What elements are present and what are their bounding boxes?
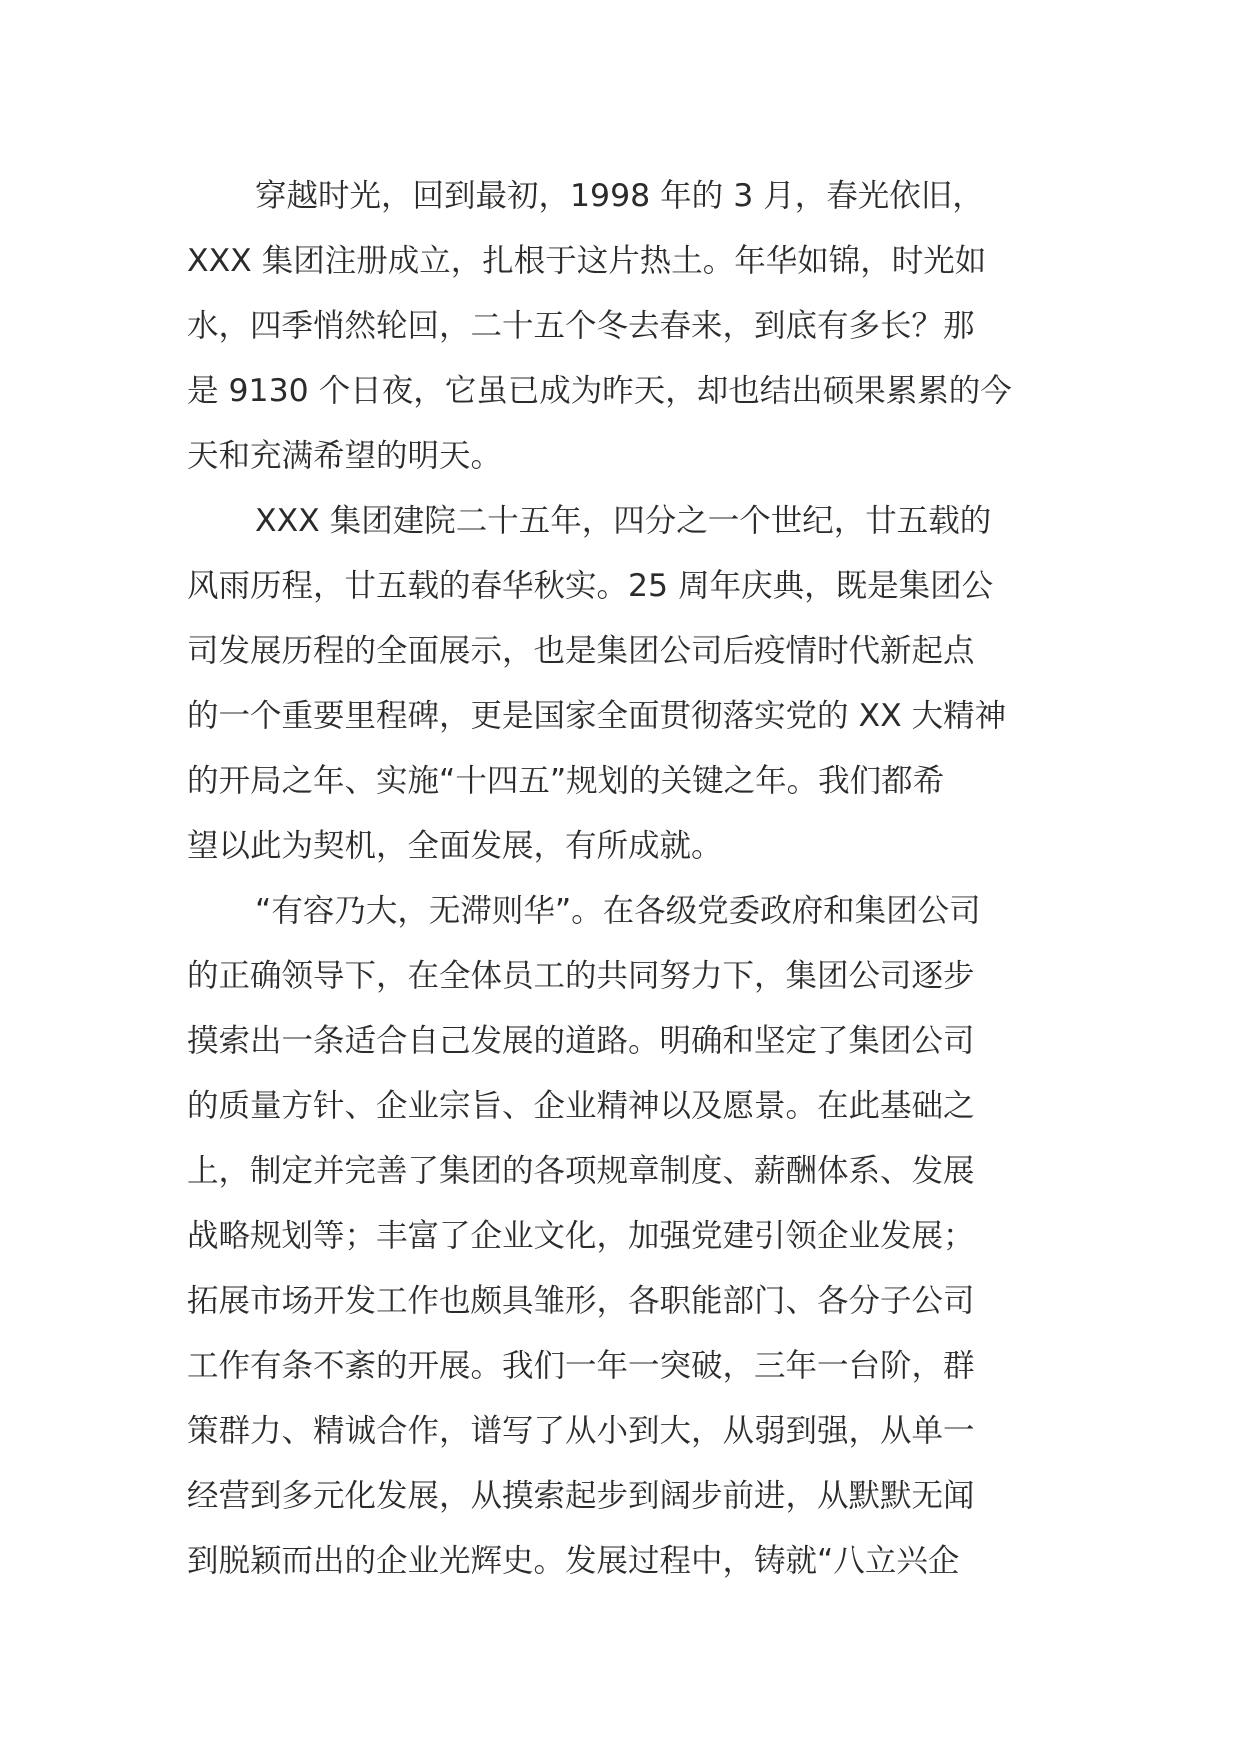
text-line: 是 9130 个日夜，它虽已成为昨天，却也结出硕果累累的今 [187, 373, 1012, 409]
text-line: “有容乃大，无滞则华”。在各级党委政府和集团公司 [255, 893, 981, 929]
text-line: 到脱颖而出的企业光辉史。发展过程中，铸就“八立兴企 [187, 1543, 960, 1579]
text-line: 望以此为契机，全面发展，有所成就。 [187, 828, 723, 864]
text-line: 风雨历程，廿五载的春华秋实。25 周年庆典，既是集团公 [187, 568, 994, 604]
text-line: 策群力、精诚合作，谱写了从小到大，从弱到强，从单一 [187, 1413, 975, 1449]
paragraph-1 [187, 164, 1057, 489]
text-line: 摸索出一条适合自己发展的道路。明确和坚定了集团公司 [187, 1023, 975, 1059]
text-line: 天和充满希望的明天。 [187, 438, 503, 474]
text-line: 战略规划等；丰富了企业文化，加强党建引领企业发展； [187, 1218, 975, 1254]
text-line: XXX 集团注册成立，扎根于这片热土。年华如锦，时光如 [187, 243, 987, 279]
text-line: 司发展历程的全面展示，也是集团公司后疫情时代新起点 [187, 633, 975, 669]
text-line: 水，四季悄然轮回，二十五个冬去春来，到底有多长？那 [187, 308, 975, 344]
text-line: 的质量方针、企业宗旨、企业精神以及愿景。在此基础之 [187, 1088, 975, 1124]
text-line: XXX 集团建院二十五年，四分之一个世纪，廿五载的 [255, 503, 992, 539]
text-line: 拓展市场开发工作也颇具雏形，各职能部门、各分子公司 [187, 1283, 975, 1319]
text-line: 上，制定并完善了集团的各项规章制度、薪酬体系、发展 [187, 1153, 975, 1189]
text-line: 的开局之年、实施“十四五”规划的关键之年。我们都希 [187, 763, 945, 799]
text-line: 经营到多元化发展，从摸索起步到阔步前进，从默默无闻 [187, 1478, 975, 1514]
text-line: 的一个重要里程碑，更是国家全面贯彻落实党的 XX 大精神 [187, 698, 1007, 734]
document-body [187, 164, 1057, 1594]
text-line: 的正确领导下，在全体员工的共同努力下，集团公司逐步 [187, 958, 975, 994]
text-line: 穿越时光，回到最初，1998 年的 3 月，春光依旧， [255, 178, 984, 214]
paragraph-3 [187, 879, 1057, 1594]
paragraph-2 [187, 489, 1057, 879]
text-line: 工作有条不紊的开展。我们一年一突破，三年一台阶，群 [187, 1348, 975, 1384]
